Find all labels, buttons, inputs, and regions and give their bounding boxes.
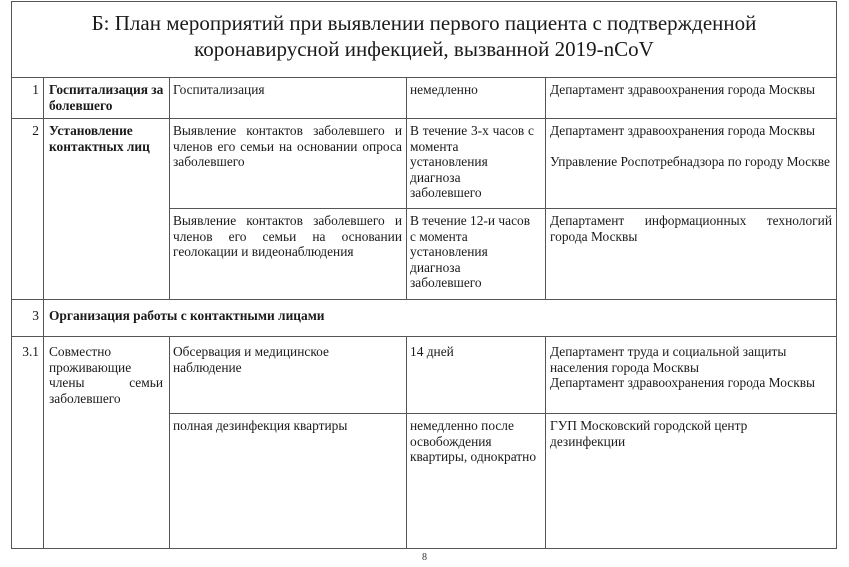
document-page xyxy=(11,1,837,549)
page-number: 8 xyxy=(422,552,427,563)
row-31b-measure: полная дезинфекция квартиры xyxy=(173,418,348,433)
row-31b-term: немедленно после освобождения квартиры, однократно xyxy=(410,418,537,464)
grid-vline-name xyxy=(169,77,170,299)
row-2-name: Установление контактных лиц xyxy=(49,123,150,154)
row-31a-measure: Обсервация и медицинское наблюдение xyxy=(173,344,329,375)
grid-vline-term-2 xyxy=(545,336,546,549)
grid-vline-num xyxy=(43,77,44,549)
row-1-responsible: Департамент здравоохранения города Москвы xyxy=(550,82,816,97)
title-line-2: коронавирусной инфекцией, вызванной 2019-nCoV xyxy=(194,37,654,61)
grid-vline-term xyxy=(545,77,546,299)
title-line-1: Б: План мероприятий при выявлении первого пациента с подтвержденной xyxy=(91,11,757,35)
grid-vline-name-2 xyxy=(169,336,170,549)
grid-hline-row1 xyxy=(12,118,836,119)
row-31-name: Совместно проживающие члены семьи заболевшего xyxy=(49,344,163,406)
row-31b-responsible: ГУП Московский городской центр дезинфекции xyxy=(550,418,748,449)
grid-hline-row31a xyxy=(169,413,836,414)
row-1-name: Госпитализация заболевшего xyxy=(49,82,164,113)
row-2-number: 2 xyxy=(32,123,39,138)
row-1-measure: Госпитализация xyxy=(173,82,265,97)
row-2a-term: В течение 3-х часов с момента установления диагноза заболевшего xyxy=(410,123,534,200)
grid-hline-row2a xyxy=(169,208,836,209)
row-31a-responsible-2: Департамент здравоохранения города Москвы xyxy=(550,375,816,390)
row-2b-term: В течение 12-и часов с момента установления диагноза заболевшего xyxy=(410,213,531,290)
row-2b-responsible: Департамент информационных технологий города Москвы xyxy=(550,213,832,244)
row-2a-responsible-2: Управление Роспотребнадзора по городу Москве xyxy=(550,154,830,169)
row-3-number: 3 xyxy=(32,308,39,323)
grid-vline-measure-2 xyxy=(406,336,407,549)
row-1-number: 1 xyxy=(32,82,39,97)
row-2a-responsible-1: Департамент здравоохранения города Москвы xyxy=(550,123,816,138)
page-title xyxy=(12,2,836,78)
row-31-number: 3.1 xyxy=(22,344,39,359)
grid-hline-row3 xyxy=(12,336,836,337)
row-2a-measure: Выявление контактов заболевшего и членов его семьи на основании опроса заболевшего xyxy=(173,123,402,169)
row-31a-responsible-1: Департамент труда и социальной защиты населения города Москвы xyxy=(550,344,787,375)
row-3-name: Организация работы с контактными лицами xyxy=(49,308,325,323)
row-1-term: немедленно xyxy=(410,82,478,97)
row-2b-measure: Выявление контактов заболевшего и членов его семьи на основании геолокации и видеонаблюдения xyxy=(173,213,402,259)
grid-vline-measure xyxy=(406,77,407,299)
row-31a-term: 14 дней xyxy=(410,344,454,359)
grid-hline-row2 xyxy=(12,299,836,300)
